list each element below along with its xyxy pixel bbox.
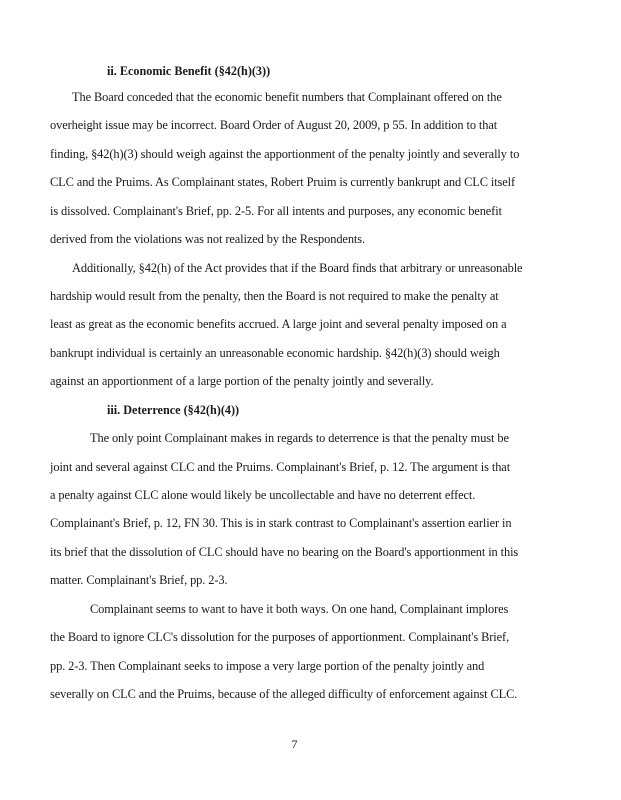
section-heading-economic-benefit: ii. Economic Benefit (§42(h)(3)) bbox=[107, 64, 271, 78]
text-line: pp. 2-3. Then Complainant seeks to impose a very large portion of the penalty jointly and bbox=[50, 659, 485, 673]
text-line: The Board conceded that the economic benefit numbers that Complainant offered on the bbox=[72, 90, 502, 104]
text-line: Complainant's Brief, p. 12, FN 30. This is in stark contrast to Complainant's assertion earlier in bbox=[50, 516, 512, 530]
text-line: finding, §42(h)(3) should weigh against the apportionment of the penalty jointly and severally to bbox=[50, 147, 520, 161]
text-line: Additionally, §42(h) of the Act provides that if the Board finds that arbitrary or unreasonable bbox=[72, 261, 523, 275]
text-line: its brief that the dissolution of CLC should have no bearing on the Board's apportionment in this bbox=[50, 545, 519, 559]
text-line: against an apportionment of a large portion of the penalty jointly and severally. bbox=[50, 374, 434, 388]
text-line: derived from the violations was not realized by the Respondents. bbox=[50, 232, 365, 246]
text-line: Complainant seems to want to have it both ways. On one hand, Complainant implores bbox=[90, 602, 509, 616]
section-heading-deterrence: iii. Deterrence (§42(h)(4)) bbox=[107, 403, 240, 417]
text-line: joint and several against CLC and the Pruims. Complainant's Brief, p. 12. The argument is that bbox=[50, 460, 511, 474]
text-line: matter. Complainant's Brief, pp. 2-3. bbox=[50, 573, 228, 587]
text-line: the Board to ignore CLC's dissolution for the purposes of apportionment. Complainant's Brief, bbox=[50, 630, 510, 644]
text-line: hardship would result from the penalty, then the Board is not required to make the penalty at bbox=[50, 289, 499, 303]
text-line: CLC and the Pruims. As Complainant states, Robert Pruim is currently bankrupt and CLC itself bbox=[50, 175, 516, 189]
text-line: a penalty against CLC alone would likely be uncollectable and have no deterrent effect. bbox=[50, 488, 476, 502]
text-line: overheight issue may be incorrect. Board Order of August 20, 2009, p 55. In addition to that bbox=[50, 118, 498, 132]
text-line: is dissolved. Complainant's Brief, pp. 2-5. For all intents and purposes, any economic benefit bbox=[50, 204, 502, 218]
text-line: The only point Complainant makes in regards to deterrence is that the penalty must be bbox=[90, 431, 509, 445]
text-line: bankrupt individual is certainly an unreasonable economic hardship. §42(h)(3) should weigh bbox=[50, 346, 500, 360]
text-line: severally on CLC and the Pruims, because of the alleged difficulty of enforcement against CLC. bbox=[50, 687, 518, 701]
page-number: 7 bbox=[291, 737, 298, 751]
text-line: least as great as the economic benefits accrued. A large joint and several penalty imposed on a bbox=[50, 317, 507, 331]
